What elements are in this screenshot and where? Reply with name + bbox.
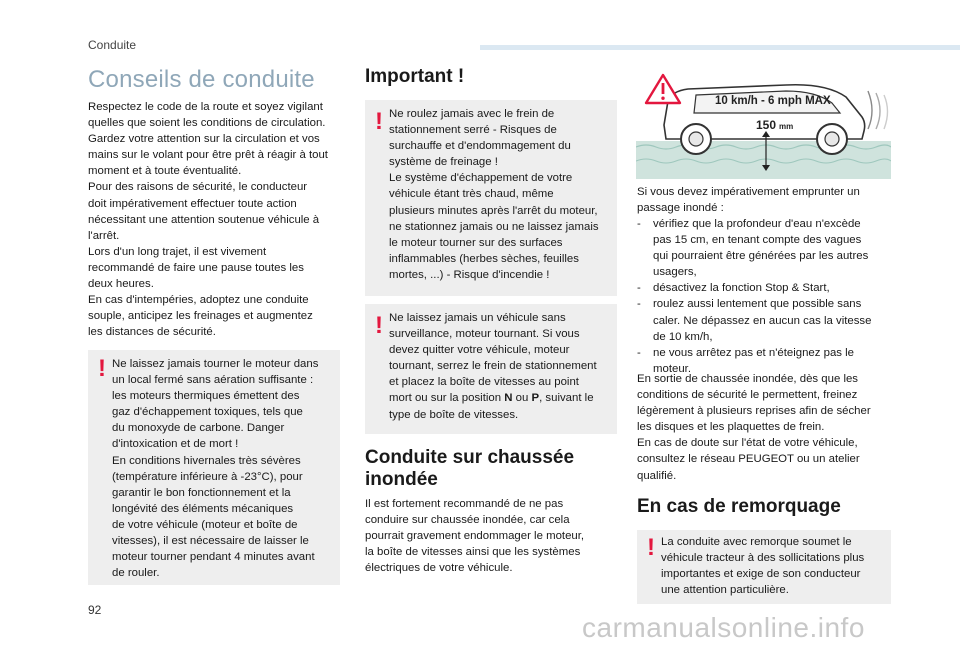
warning-triangle-mark (662, 83, 665, 94)
flood-after-text: En sortie de chaussée inondée, dès que les conditions de sécurité le permettent, freinez légèrement à plusieurs reprises afin de sécher les disques et les plaquettes de frein. En cas de doute sur l'état de votre véhicule, consultez le réseau PEUGEOT ou un atelier qualifié. (637, 373, 871, 482)
gear-position-n: N (504, 392, 513, 405)
warning-box-towing (637, 530, 891, 604)
warning-icon: ! (647, 534, 655, 561)
warning-text-engine: Ne laissez jamais tourner le moteur dans un local fermé sans aération suffisante : les moteurs thermiques émettent des gaz d'échappement toxiques, tels que du monoxyde de carbone. Danger d'intoxication et de mort ! En conditions hivernales très sévères (température inférieure à -23°C), pour garantir le bon fonctionnement et la longévité des éléments mécaniques de votre véhicule (moteur et boîte de vitesses), il est nécessaire de laisser le moteur tourner pendant 4 minutes avant de rouler. (112, 358, 319, 580)
warning-icon: ! (98, 355, 106, 382)
unattended-line-part: ou (512, 392, 532, 405)
list-item (637, 280, 892, 296)
unattended-line: et placez la boîte de vitesses au point (389, 376, 579, 389)
unattended-line: tournant, serrez le frein de stationnement (389, 360, 597, 373)
warning-box-unattended (365, 304, 617, 434)
gear-position-p: P (531, 392, 540, 405)
header-section-title: Conduite (88, 38, 137, 52)
important-title: Important ! (365, 66, 465, 87)
motion-line (876, 93, 880, 129)
list-item (637, 216, 892, 280)
flood-title: Conduite sur chaussée inondée (365, 447, 575, 490)
watermark: carmanualsonline.info (582, 612, 865, 643)
depth-value-label: 150 (756, 118, 777, 132)
intro-text: Respectez le code de la route et soyez vigilant quelles que soient les conditions de circulation. Gardez votre attention sur la circulation et vos mains sur le volant pour être prêt à réagir à tout moment et à toute éventualité. Pour des raisons de sécurité, le conducteur doit impérativement effectuer toute action nécessitant une attention soutenue véhicule à l'arrêt. Lors d'un long trajet, il est vivement recommandé de faire une pause toutes les deux heures. En cas d'intempéries, adoptez une conduite souple, anticipez les freinages et augmentez les distances de sécurité. (88, 101, 328, 339)
depth-unit-label: mm (779, 122, 794, 131)
section-title-conseils: Conseils de conduite (88, 66, 315, 93)
list-dash: - (637, 346, 641, 359)
page-number: 92 (88, 603, 102, 617)
list-item-text: désactivez la fonction Stop & Start, (653, 282, 830, 295)
warning-icon: ! (375, 312, 383, 339)
list-dash: - (637, 298, 641, 311)
list-item-text: roulez aussi lentement que possible sans caler. Ne dépassez en aucun cas la vitesse de 10 km/h, (653, 298, 872, 343)
flooded-road-illustration (636, 67, 891, 179)
unattended-line-part: mort ou sur la position (389, 392, 505, 405)
car-wheel-front-hub (689, 132, 703, 146)
car-wheel-rear-hub (825, 132, 839, 146)
list-item (637, 296, 892, 344)
unattended-line: surveillance, moteur tournant. Si vous (389, 328, 580, 341)
list-item-text: vérifiez que la profondeur d'eau n'excède pas 15 cm, en tenant compte des vagues qui pourraient être générées par les autres usagers, (653, 218, 869, 279)
speed-limit-label: 10 km/h - 6 mph MAX (715, 95, 831, 107)
warning-text-parking-brake: Ne roulez jamais avec le frein de stationnement serré - Risques de surchauffe et d'endommagement du système de freinage ! Le système d'échappement de votre véhicule étant très chaud, même plusieurs minutes après l'arrêt du moteur, ne stationnez jamais ou ne laissez jamais le moteur tourner sur des surfaces inflammables (herbes sèches, feuilles mortes, ...) - Risque d'incendie ! (389, 108, 599, 281)
list-dash: - (637, 282, 641, 295)
list-item-text: ne vous arrêtez pas et n'éteignez pas le moteur. (653, 346, 855, 375)
warning-box-parking-brake (365, 100, 617, 296)
motion-line (884, 95, 888, 129)
flood-instructions-list (637, 216, 892, 377)
unattended-line: type de boîte de vitesses. (389, 408, 519, 421)
flood-text: Il est fortement recommandé de ne pas conduire sur chaussée inondée, car cela pourrait gravement endommager le moteur, la boîte de vitesses ainsi que les systèmes électriques de votre véhicule. (365, 498, 585, 575)
header-bar (480, 45, 960, 50)
unattended-line-part: , suivant le (539, 392, 594, 405)
unattended-line: Ne laissez jamais un véhicule sans (389, 312, 566, 324)
unattended-line: devez quitter votre véhicule, moteur (389, 344, 570, 357)
towing-title: En cas de remorquage (637, 496, 841, 517)
warning-text-unattended (389, 310, 617, 423)
warning-box-engine (88, 350, 340, 585)
warning-text-towing: La conduite avec remorque soumet le véhicule tracteur à des sollicitations plus importantes et exige de son conducteur une attention particulière. (661, 536, 865, 597)
warning-icon: ! (375, 108, 383, 135)
motion-line (868, 91, 872, 129)
warning-triangle-dot (661, 97, 664, 100)
flood-intro-text: Si vous devez impérativement emprunter un passage inondé : (637, 186, 860, 215)
list-dash: - (637, 218, 641, 230)
